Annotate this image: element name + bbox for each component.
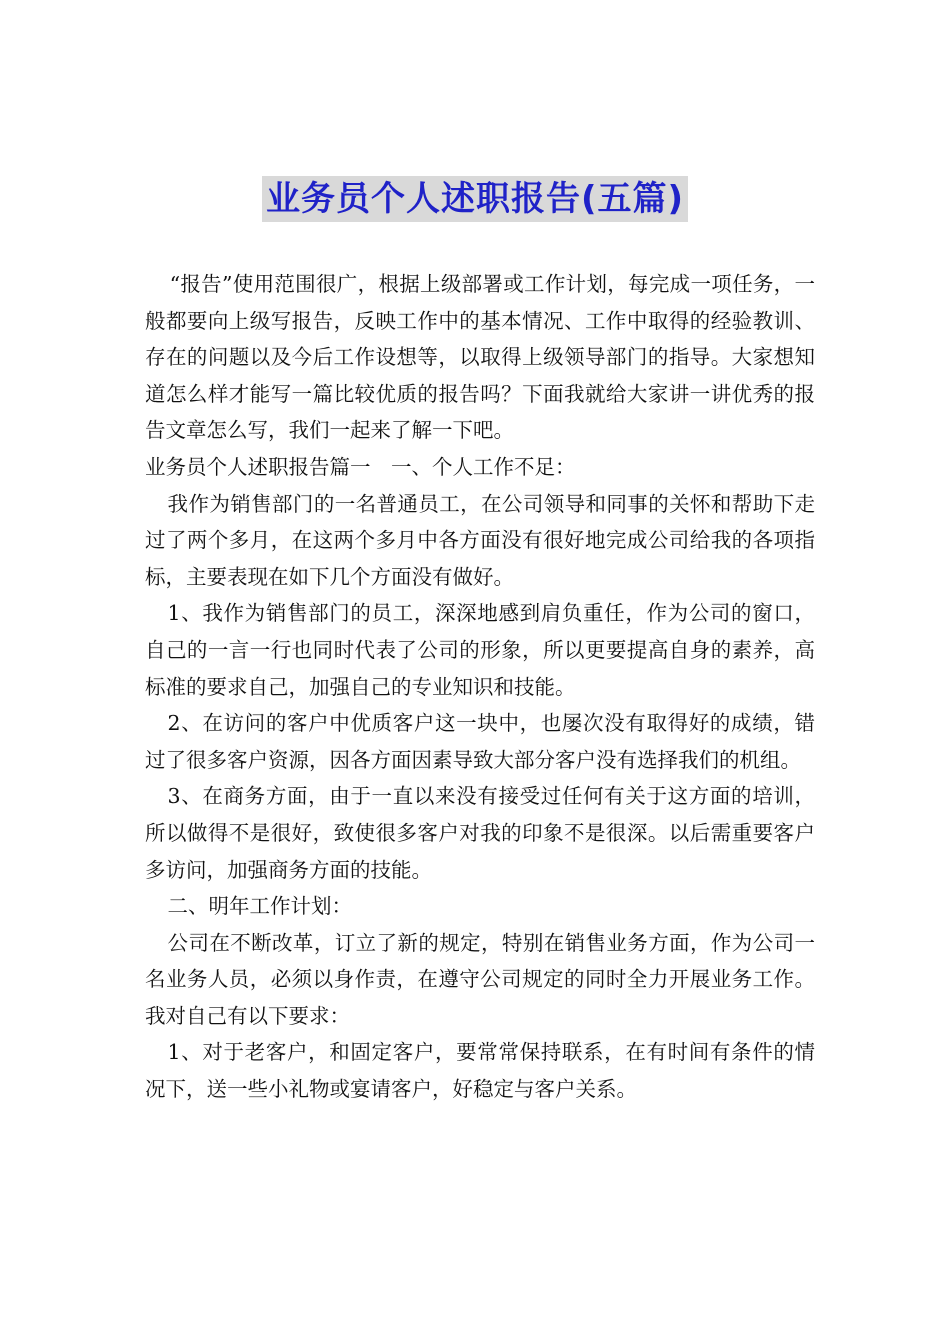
document-title: 业务员个人述职报告(五篇) [262,176,688,222]
section-heading-plan: 二、明年工作计划： [167,894,353,919]
list-item-paragraph: 3、在商务方面，由于一直以来没有接受过任何有关于这方面的培训，所以做得不是很好，致使很多客户对我的印象不是很深。以后需重要客户多访问，加强商务方面的技能。 [145,784,815,882]
body-paragraph: 我作为销售部门的一名普通员工，在公司领导和同事的关怀和帮助下走过了两个多月，在这两个多月中各方面没有很好地完成公司给我的各项指标，主要表现在如下几个方面没有做好。 [145,491,815,589]
list-item-paragraph: 2、在访问的客户中优质客户这一块中，也屡次没有取得好的成绩，错过了很多客户资源，因各方面因素导致大部分客户没有选择我们的机组。 [145,711,815,772]
section-heading-part-one: 业务员个人述职报告篇一 一、个人工作不足： [145,454,576,479]
intro-paragraph: “报告”使用范围很广，根据上级部署或工作计划，每完成一项任务，一般都要向上级写报告，反映工作中的基本情况、工作中取得的经验教训、存在的问题以及今后工作设想等，以取得上级领导部门的指导。大家想知道怎么样才能写一篇比较优质的报告吗？下面我就给大家讲一讲优秀的报告文章怎么写，我们一起来了解一下吧。 [145,272,815,443]
list-item-paragraph: 1、我作为销售部门的员工，深深地感到肩负重任，作为公司的窗口，自己的一言一行也同时代表了公司的形象，所以更要提高自身的素养，高标准的要求自己，加强自己的专业知识和技能。 [145,601,815,699]
body-paragraph: 公司在不断改革，订立了新的规定，特别在销售业务方面，作为公司一名业务人员，必须以身作责，在遵守公司规定的同时全力开展业务工作。我对自己有以下要求： [145,930,815,1028]
document-body [145,266,815,1108]
list-item-paragraph: 1、对于老客户，和固定客户，要常常保持联系，在有时间有条件的情况下，送一些小礼物或宴请客户，好稳定与客户关系。 [145,1040,815,1102]
title-container [0,176,950,222]
